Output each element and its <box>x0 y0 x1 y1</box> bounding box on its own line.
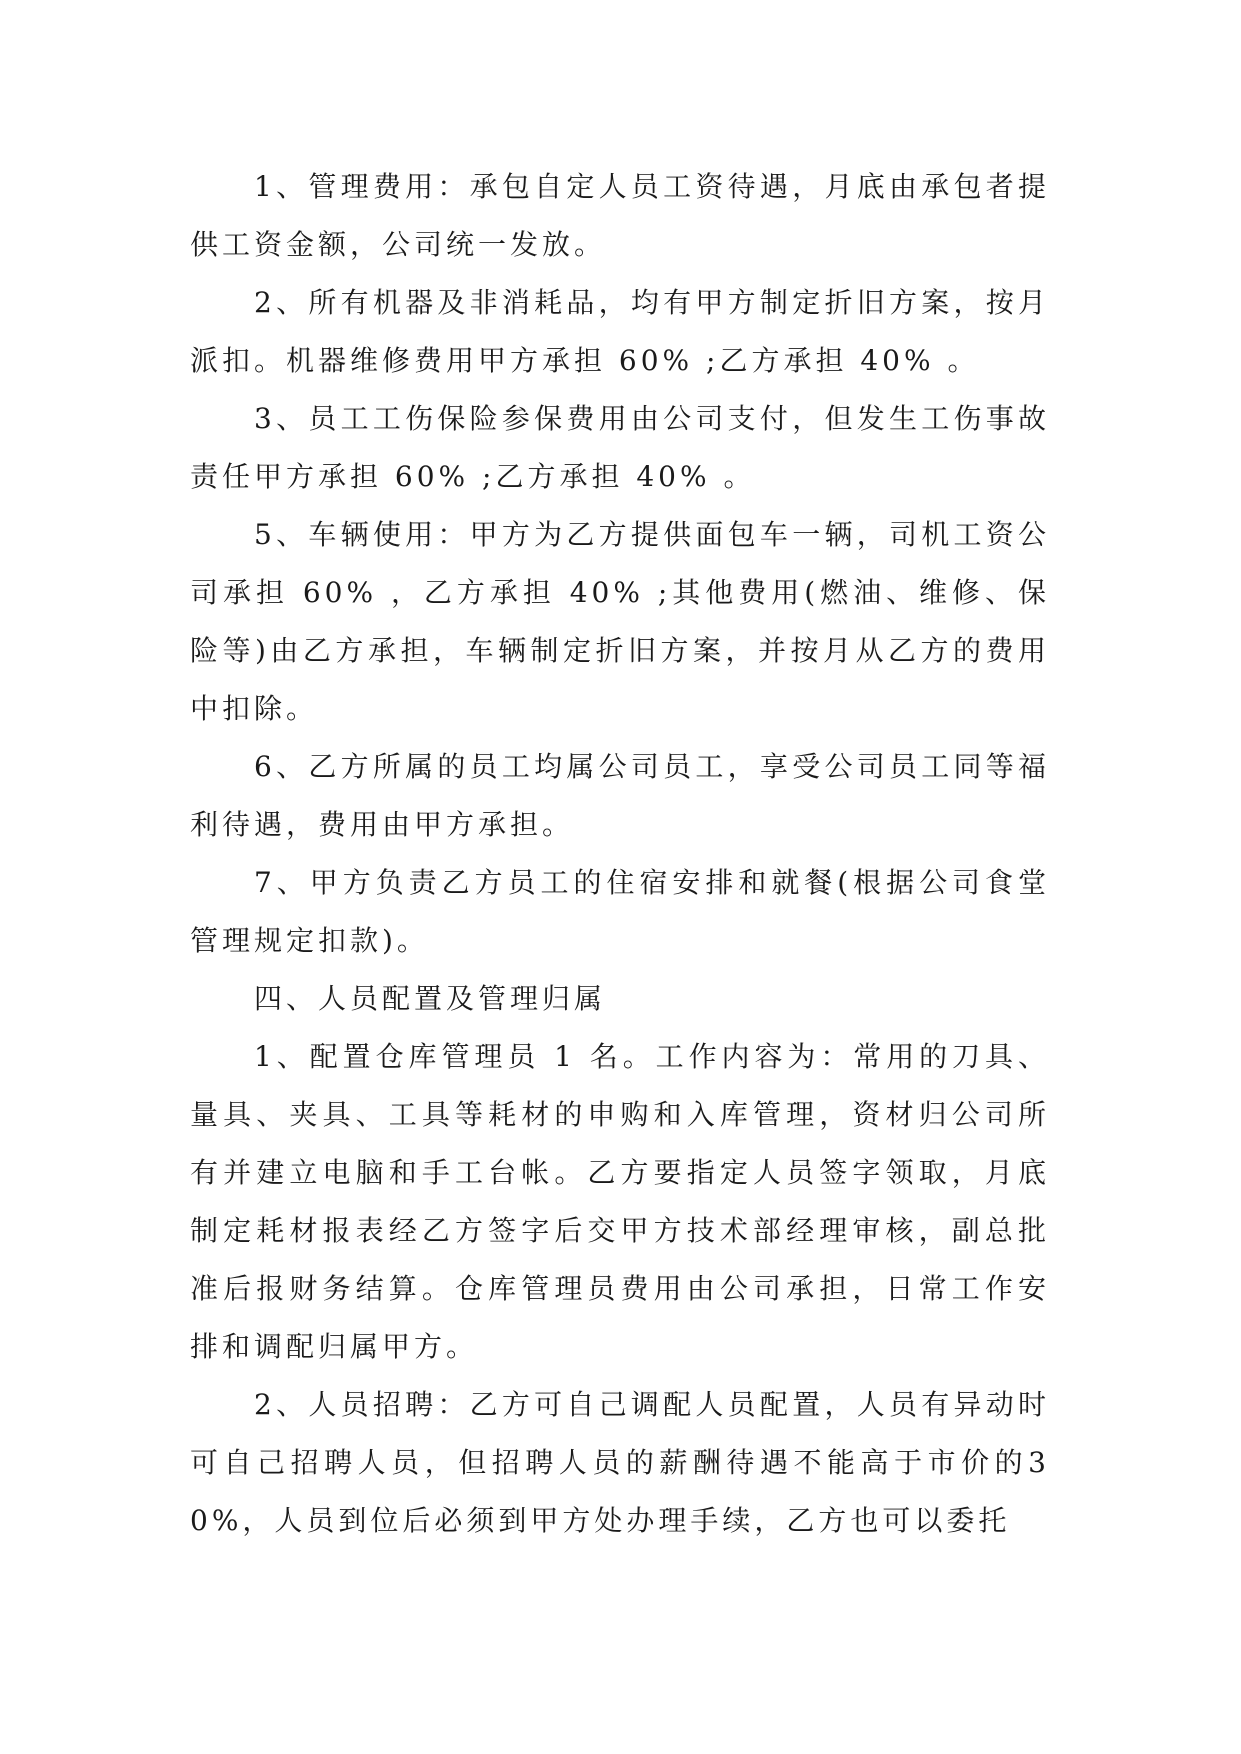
paragraph-recruitment: 2、人员招聘：乙方可自己调配人员配置，人员有异动时可自己招聘人员，但招聘人员的薪酬待遇不能高于市价的30%，人员到位后必须到甲方处办理手续，乙方也可以委托 <box>190 1388 1050 1537</box>
paragraph-accommodation: 7、甲方负责乙方员工的住宿安排和就餐(根据公司食堂管理规定扣款)。 <box>190 866 1050 957</box>
paragraph-machine-depreciation: 2、所有机器及非消耗品，均有甲方制定折旧方案，按月派扣。机器维修费用甲方承担 60% ;乙方承担 40% 。 <box>190 286 1050 377</box>
document-body <box>190 158 1050 1550</box>
section-heading-staffing: 四、人员配置及管理归属 <box>254 982 607 1015</box>
paragraph-injury-insurance: 3、员工工伤保险参保费用由公司支付，但发生工伤事故责任甲方承担 60% ;乙方承担 40% 。 <box>190 402 1050 493</box>
paragraph-vehicle-use: 5、车辆使用：甲方为乙方提供面包车一辆，司机工资公司承担 60% ，乙方承担 40% ;其他费用(燃油、维修、保险等)由乙方承担，车辆制定折旧方案，并按月从乙方的费用中扣除。 <box>190 518 1050 725</box>
paragraph-warehouse-keeper: 1、配置仓库管理员 1 名。工作内容为：常用的刀具、量具、夹具、工具等耗材的申购和入库管理，资材归公司所有并建立电脑和手工台帐。乙方要指定人员签字领取，月底制定耗材报表经乙方签字后交甲方技术部经理审核，副总批准后报财务结算。仓库管理员费用由公司承担，日常工作安排和调配归属甲方。 <box>190 1040 1050 1363</box>
paragraph-employee-benefits: 6、乙方所属的员工均属公司员工，享受公司员工同等福利待遇，费用由甲方承担。 <box>190 750 1050 841</box>
paragraph-management-fee: 1、管理费用：承包自定人员工资待遇，月底由承包者提供工资金额，公司统一发放。 <box>190 170 1050 261</box>
